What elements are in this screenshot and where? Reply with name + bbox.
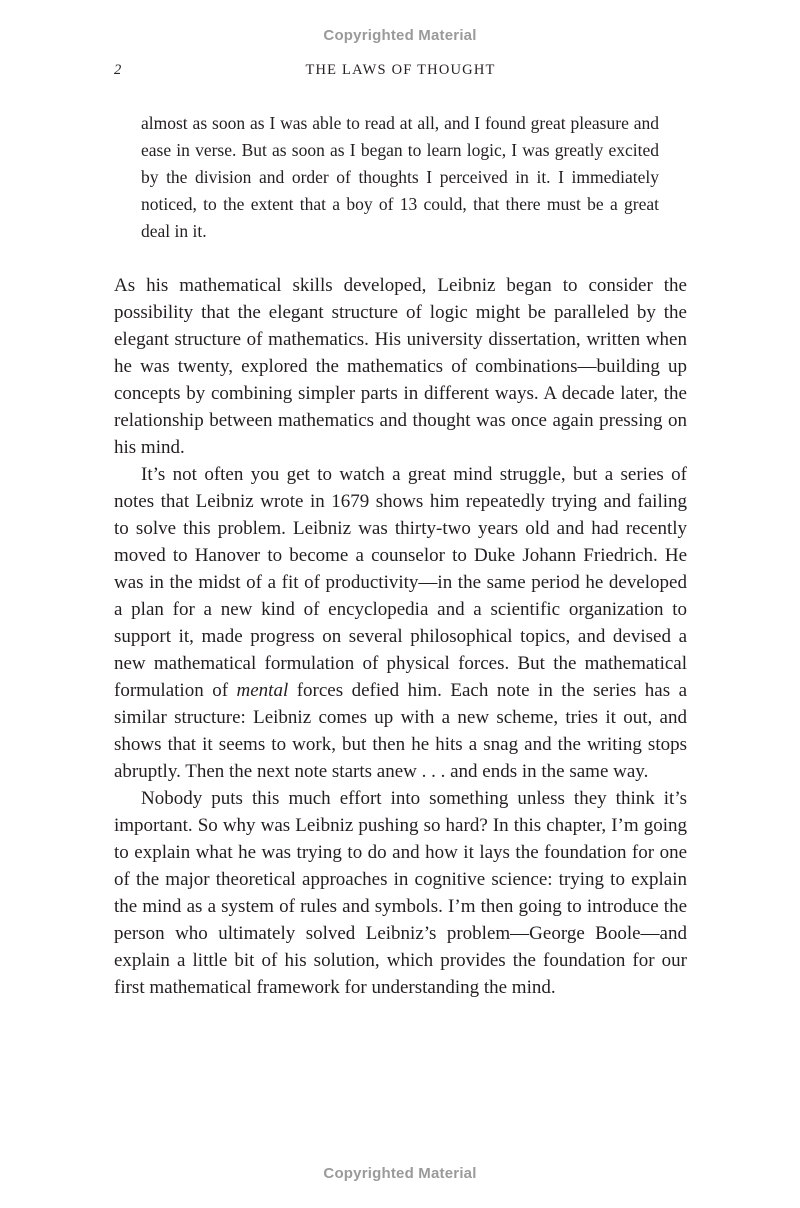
paragraph-2: [114, 461, 687, 785]
paragraph-2-emphasis: mental: [236, 680, 289, 701]
block-quote: [141, 110, 659, 245]
paragraph-2-part-2: forces defied him. Each note in the series has a similar structure: Leibniz comes up with a new scheme, tries it out, and shows that it seems to work, but then he hits a snag and the writing stops abruptly. Then the next note starts anew . . . and ends in the same way.: [114, 680, 688, 782]
paragraph-1: As his mathematical skills developed, Leibniz began to consider the possibility that the elegant structure of logic might be paralleled by the elegant structure of mathematics. His university dissertation, written when he was twenty, explored the mathematics of combinations—building up concepts by combining simpler parts in different ways. A decade later, the relationship between mathematics and thought was once again pressing on his mind.: [114, 275, 687, 458]
paragraph-3: Nobody puts this much effort into something unless they think it’s important. So why was Leibniz pushing so hard? In this chapter, I’m going to explain what he was trying to do and how it lays the foundation for one of the major theoretical approaches in cognitive science: trying to explain the mind as a system of rules and symbols. I’m then going to introduce the person who ultimately solved Leibniz’s problem—George Boole—and explain a little bit of his solution, which provides the foundation for our first mathematical framework for understanding the mind.: [114, 788, 687, 998]
paragraph-2-part-1: It’s not often you get to watch a great mind struggle, but a series of notes that Leibniz wrote in 1679 shows him repeatedly trying and failing to solve this problem. Leibniz was thirty-two years old and had recently moved to Hanover to become a counselor to Duke Johann Friedrich. He was in the midst of a fit of productivity—in the same period he developed a plan for a new kind of encyclopedia and a scientific organization to support it, made progress on several philosophical topics, and devised a new mathematical formulation of physical forces. But the mathematical formulation of: [114, 464, 687, 701]
copyright-watermark-top: Copyrighted Material: [323, 27, 477, 44]
chapter-running-title: THE LAWS OF THOUGHT: [305, 62, 496, 78]
block-quote-text: almost as soon as I was able to read at all, and I found great pleasure and ease in verse. But as soon as I began to learn logic, I was greatly excited by the division and order of thoughts I perceived in it. I immediately noticed, to the extent that a boy of 13 could, that there must be a great deal in it.: [141, 113, 659, 241]
copyright-watermark-bottom: Copyrighted Material: [323, 1165, 477, 1182]
body-text: [114, 272, 687, 1001]
running-head: [114, 62, 687, 82]
page-number: 2: [114, 62, 122, 78]
